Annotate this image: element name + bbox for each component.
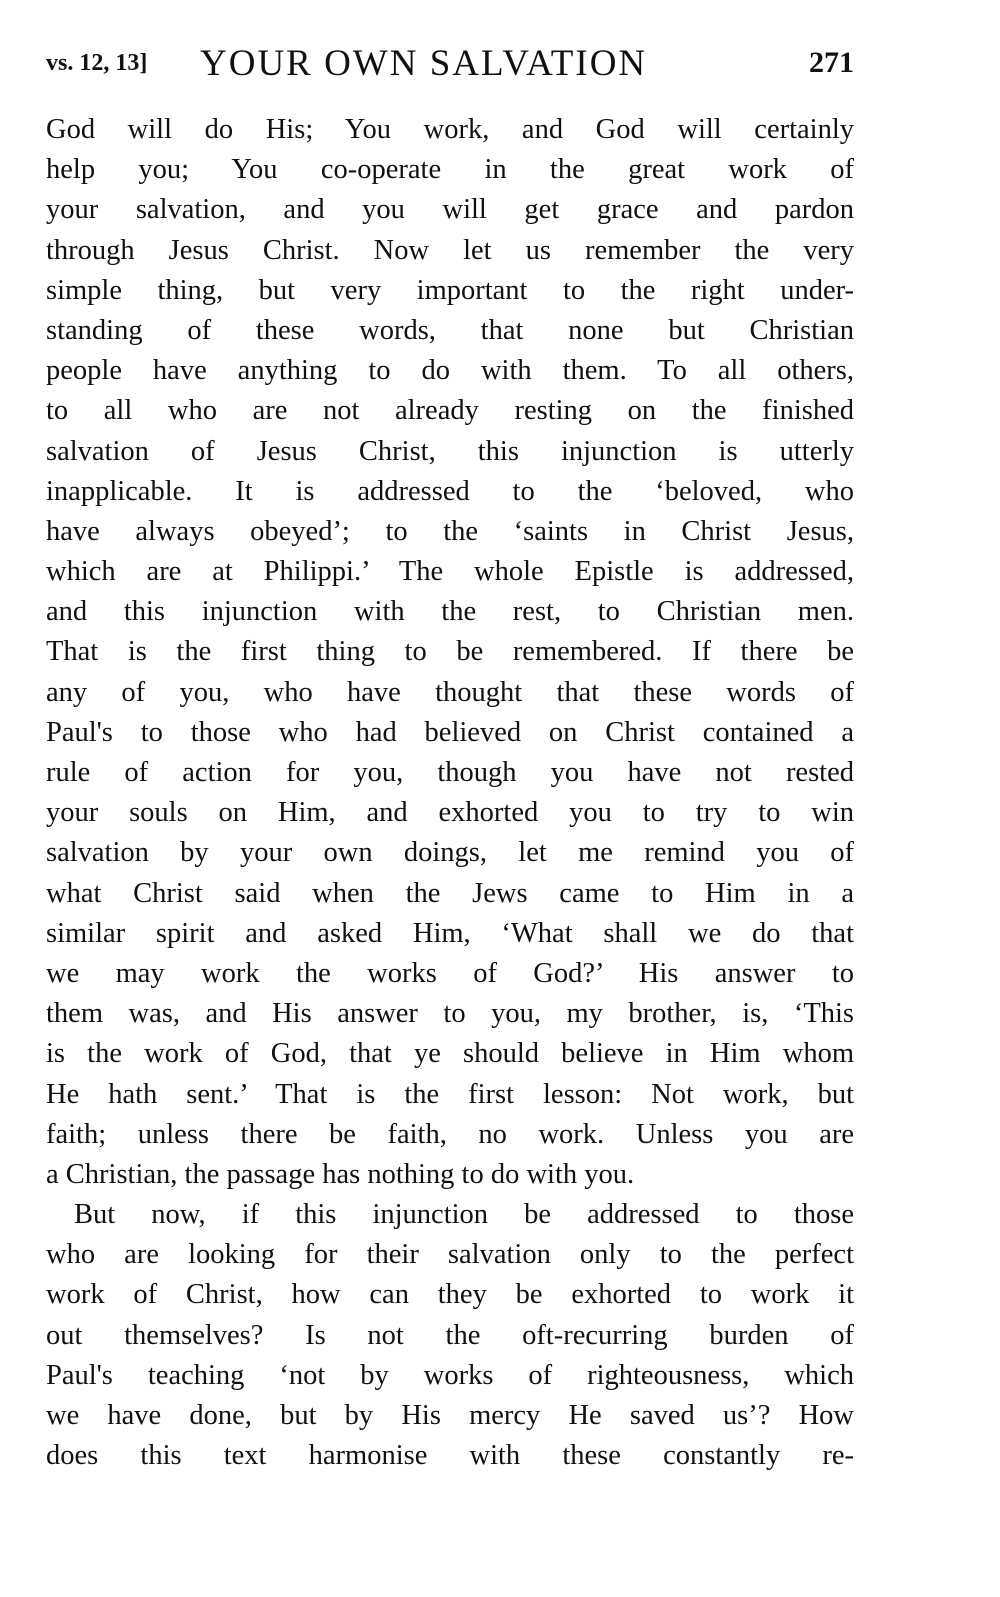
running-head (46, 40, 854, 96)
text-line: we have done, but by His mercy He saved us’? How (46, 1400, 854, 1431)
text-line: and this injunction with the rest, to Christian men. (46, 596, 854, 628)
text-line: simple thing, but very important to the right under- (46, 274, 854, 306)
text-line: is the work of God, that ye should believe in Him whom (46, 1038, 854, 1070)
text-line: them was, and His answer to you, my brother, is, ‘This (46, 998, 854, 1030)
text-line: help you; You co-operate in the great work of (46, 154, 854, 186)
text-line: your salvation, and you will get grace and pardon (46, 194, 854, 226)
paragraph-2 (46, 1195, 854, 1476)
text-line: standing of these words, that none but Christian (46, 314, 854, 346)
text-line: He hath sent.’ That is the first lesson: Not work, but (46, 1078, 854, 1110)
text-line: work of Christ, how can they be exhorted to work it (46, 1279, 854, 1311)
book-page (46, 40, 854, 1476)
text-line: Paul's teaching ‘not by works of righteousness, which (46, 1359, 854, 1391)
text-line: faith; unless there be faith, no work. Unless you are (46, 1118, 854, 1150)
text-line: to all who are not already resting on the finished (46, 395, 854, 427)
verse-reference: vs. 12, 13] (46, 50, 148, 76)
text-line: inapplicable. It is addressed to the ‘beloved, who (46, 475, 854, 507)
text-line: we may work the works of God?’ His answer to (46, 957, 854, 989)
text-line: salvation by your own doings, let me remind you of (46, 837, 854, 869)
text-line: your souls on Him, and exhorted you to try to win (46, 797, 854, 829)
text-line: people have anything to do with them. To all others, (46, 355, 854, 387)
text-line: which are at Philippi.’ The whole Epistle is addressed, (46, 556, 854, 588)
text-line: through Jesus Christ. Now let us remember the very (46, 234, 854, 266)
text-line: out themselves? Is not the oft-recurring burden of (46, 1319, 854, 1351)
text-line: who are looking for their salvation only to the perfect (46, 1239, 854, 1271)
text-line: similar spirit and asked Him, ‘What shall we do that (46, 917, 854, 949)
text-line: what Christ said when the Jews came to Him in a (46, 877, 854, 909)
text-line: a Christian, the passage has nothing to do with you. (46, 1158, 635, 1190)
paragraph-1 (46, 110, 854, 1195)
text-line: does this text harmonise with these constantly re- (46, 1440, 854, 1472)
text-line: Paul's to those who had believed on Christ contained a (46, 716, 854, 748)
text-line: But now, if this injunction be addressed to those (74, 1199, 854, 1231)
text-line: That is the first thing to be remembered. If there be (46, 636, 854, 668)
text-line: rule of action for you, though you have not rested (46, 757, 854, 788)
body-text (46, 110, 854, 1476)
text-line: salvation of Jesus Christ, this injunction is utterly (46, 435, 854, 467)
text-line: God will do His; You work, and God will certainly (46, 114, 854, 145)
running-title: YOUR OWN SALVATION (200, 43, 648, 84)
page-number: 271 (809, 46, 854, 79)
text-line: have always obeyed’; to the ‘saints in Christ Jesus, (46, 515, 854, 547)
text-line: any of you, who have thought that these words of (46, 676, 854, 708)
